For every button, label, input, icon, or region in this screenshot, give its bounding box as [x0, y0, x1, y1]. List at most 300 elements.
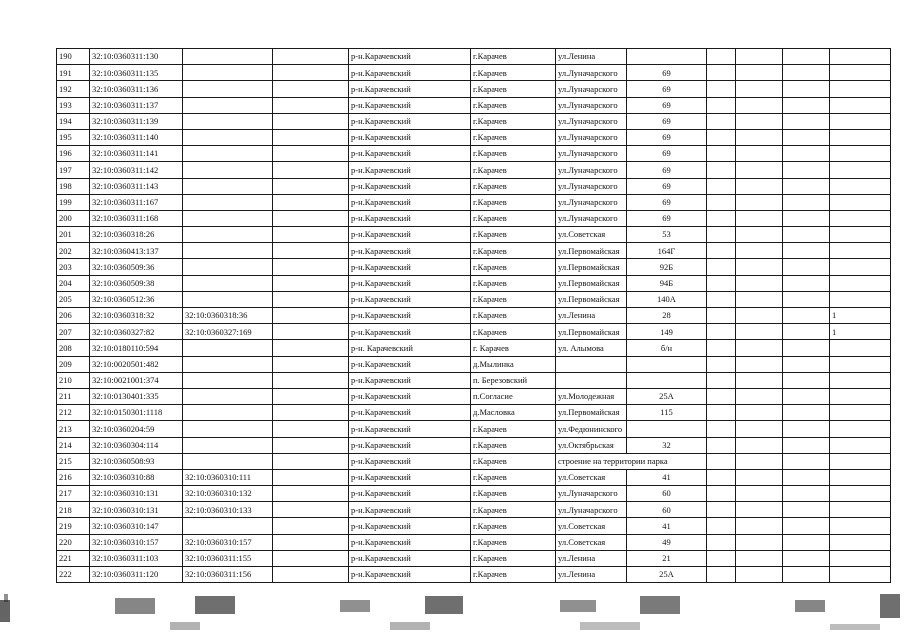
cadastral-number-cell: 32:10:0360311:141: [90, 146, 183, 162]
scan-noise-footer: [0, 580, 905, 640]
locality-cell: д.Масловка: [471, 405, 556, 421]
table-row: [57, 486, 891, 502]
mark-cell: [830, 146, 891, 162]
related-cadastral-number-cell: [183, 210, 273, 226]
empty-cell: [273, 356, 349, 372]
row-number-cell: 211: [57, 388, 90, 404]
row-number-cell: 209: [57, 356, 90, 372]
cadastral-number-cell: 32:10:0360318:32: [90, 308, 183, 324]
street-cell: ул.Луначарского: [556, 210, 627, 226]
empty-cell: [783, 372, 830, 388]
related-cadastral-number-cell: 32:10:0360310:111: [183, 469, 273, 485]
district-cell: р-н.Карачевский: [349, 146, 471, 162]
empty-cell: [783, 259, 830, 275]
locality-cell: г.Карачев: [471, 146, 556, 162]
street-cell: ул.Луначарского: [556, 129, 627, 145]
house-number-cell: 32: [627, 437, 707, 453]
row-number-cell: 219: [57, 518, 90, 534]
empty-cell: [707, 550, 736, 566]
mark-cell: [830, 291, 891, 307]
table-row: [57, 453, 891, 469]
empty-cell: [783, 162, 830, 178]
street-cell: ул.Ленина: [556, 550, 627, 566]
mark-cell: [830, 210, 891, 226]
empty-cell: [707, 49, 736, 65]
table-row: [57, 469, 891, 485]
empty-cell: [707, 453, 736, 469]
cadastral-number-cell: 32:10:0360310:147: [90, 518, 183, 534]
street-cell: ул.Луначарского: [556, 194, 627, 210]
cadastral-number-cell: 32:10:0360311:140: [90, 129, 183, 145]
locality-cell: г.Карачев: [471, 567, 556, 583]
empty-cell: [736, 178, 783, 194]
mark-cell: [830, 49, 891, 65]
cadastral-number-cell: 32:10:0360327:82: [90, 324, 183, 340]
house-number-cell: [627, 49, 707, 65]
related-cadastral-number-cell: 32:10:0360310:132: [183, 486, 273, 502]
house-number-cell: 69: [627, 210, 707, 226]
mark-cell: [830, 550, 891, 566]
related-cadastral-number-cell: 32:10:0360311:156: [183, 567, 273, 583]
cadastral-number-cell: 32:10:0360508:93: [90, 453, 183, 469]
cadastral-number-cell: 32:10:0360310:88: [90, 469, 183, 485]
empty-cell: [273, 81, 349, 97]
row-number-cell: 201: [57, 227, 90, 243]
house-number-cell: [627, 356, 707, 372]
district-cell: р-н.Карачевский: [349, 178, 471, 194]
empty-cell: [707, 162, 736, 178]
empty-cell: [707, 227, 736, 243]
locality-cell: г.Карачев: [471, 65, 556, 81]
house-number-cell: 69: [627, 65, 707, 81]
empty-cell: [707, 534, 736, 550]
cadastral-number-cell: 32:10:0360311:135: [90, 65, 183, 81]
row-number-cell: 202: [57, 243, 90, 259]
empty-cell: [707, 275, 736, 291]
empty-cell: [707, 356, 736, 372]
empty-cell: [736, 308, 783, 324]
related-cadastral-number-cell: [183, 275, 273, 291]
empty-cell: [783, 65, 830, 81]
table-row: [57, 259, 891, 275]
empty-cell: [707, 518, 736, 534]
mark-cell: [830, 81, 891, 97]
mark-cell: [830, 437, 891, 453]
related-cadastral-number-cell: [183, 81, 273, 97]
empty-cell: [736, 129, 783, 145]
empty-cell: [736, 259, 783, 275]
empty-cell: [273, 194, 349, 210]
cadastral-number-cell: 32:10:0360311:142: [90, 162, 183, 178]
locality-cell: г.Карачев: [471, 291, 556, 307]
district-cell: р-н.Карачевский: [349, 210, 471, 226]
street-cell: ул.Первомайская: [556, 275, 627, 291]
house-number-cell: [627, 421, 707, 437]
street-cell: ул.Советская: [556, 469, 627, 485]
cadastral-number-cell: 32:10:0360310:157: [90, 534, 183, 550]
district-cell: р-н.Карачевский: [349, 227, 471, 243]
mark-cell: [830, 534, 891, 550]
house-number-cell: [627, 372, 707, 388]
table-row: [57, 405, 891, 421]
empty-cell: [273, 469, 349, 485]
row-number-cell: 191: [57, 65, 90, 81]
empty-cell: [707, 502, 736, 518]
empty-cell: [783, 194, 830, 210]
cadastral-number-cell: 32:10:0360318:26: [90, 227, 183, 243]
house-number-cell: 69: [627, 113, 707, 129]
row-number-cell: 193: [57, 97, 90, 113]
row-number-cell: 213: [57, 421, 90, 437]
empty-cell: [736, 227, 783, 243]
mark-cell: 1: [830, 308, 891, 324]
related-cadastral-number-cell: [183, 146, 273, 162]
empty-cell: [783, 291, 830, 307]
street-cell: ул.Октябрьская: [556, 437, 627, 453]
empty-cell: [273, 178, 349, 194]
empty-cell: [707, 146, 736, 162]
empty-cell: [707, 486, 736, 502]
empty-cell: [736, 291, 783, 307]
table-row: [57, 178, 891, 194]
empty-cell: [273, 502, 349, 518]
empty-cell: [273, 372, 349, 388]
cadastral-number-cell: 32:10:0360512:36: [90, 291, 183, 307]
empty-cell: [273, 437, 349, 453]
row-number-cell: 206: [57, 308, 90, 324]
empty-cell: [707, 340, 736, 356]
locality-cell: г.Карачев: [471, 81, 556, 97]
cadastral-number-cell: 32:10:0360311:143: [90, 178, 183, 194]
district-cell: р-н.Карачевский: [349, 388, 471, 404]
table-row: [57, 129, 891, 145]
cadastral-number-cell: 32:10:0180110:594: [90, 340, 183, 356]
row-number-cell: 192: [57, 81, 90, 97]
related-cadastral-number-cell: [183, 388, 273, 404]
empty-cell: [273, 113, 349, 129]
table-row: [57, 550, 891, 566]
table-row: [57, 113, 891, 129]
house-number-cell: 69: [627, 194, 707, 210]
row-number-cell: 214: [57, 437, 90, 453]
house-number-cell: 49: [627, 534, 707, 550]
locality-cell: г.Карачев: [471, 129, 556, 145]
street-cell: ул.Первомайская: [556, 324, 627, 340]
empty-cell: [783, 388, 830, 404]
locality-cell: г.Карачев: [471, 534, 556, 550]
house-number-cell: 21: [627, 550, 707, 566]
empty-cell: [273, 162, 349, 178]
house-number-cell: 69: [627, 81, 707, 97]
table-row: [57, 210, 891, 226]
row-number-cell: 216: [57, 469, 90, 485]
empty-cell: [707, 388, 736, 404]
house-number-cell: 69: [627, 178, 707, 194]
related-cadastral-number-cell: [183, 227, 273, 243]
empty-cell: [736, 437, 783, 453]
street-cell: ул.Молодежная: [556, 388, 627, 404]
cadastral-number-cell: 32:10:0360204:59: [90, 421, 183, 437]
row-number-cell: 205: [57, 291, 90, 307]
empty-cell: [783, 502, 830, 518]
empty-cell: [707, 194, 736, 210]
district-cell: р-н.Карачевский: [349, 356, 471, 372]
house-number-cell: 60: [627, 502, 707, 518]
empty-cell: [273, 534, 349, 550]
empty-cell: [736, 340, 783, 356]
empty-cell: [736, 421, 783, 437]
district-cell: р-н.Карачевский: [349, 81, 471, 97]
empty-cell: [736, 550, 783, 566]
locality-cell: п.Согласие: [471, 388, 556, 404]
district-cell: р-н.Карачевский: [349, 49, 471, 65]
locality-cell: г.Карачев: [471, 49, 556, 65]
row-number-cell: 198: [57, 178, 90, 194]
empty-cell: [707, 291, 736, 307]
table-row: [57, 356, 891, 372]
table-row: [57, 308, 891, 324]
empty-cell: [783, 113, 830, 129]
mark-cell: [830, 129, 891, 145]
locality-cell: г.Карачев: [471, 275, 556, 291]
table-body: [57, 49, 891, 583]
empty-cell: [273, 227, 349, 243]
empty-cell: [273, 243, 349, 259]
table-row: [57, 194, 891, 210]
empty-cell: [273, 388, 349, 404]
locality-cell: п. Березовский: [471, 372, 556, 388]
street-cell: ул.Луначарского: [556, 162, 627, 178]
cadastral-number-cell: 32:10:0360311:136: [90, 81, 183, 97]
empty-cell: [783, 308, 830, 324]
mark-cell: [830, 113, 891, 129]
empty-cell: [707, 308, 736, 324]
house-number-cell: 41: [627, 469, 707, 485]
locality-cell: г.Карачев: [471, 324, 556, 340]
empty-cell: [736, 469, 783, 485]
mark-cell: [830, 259, 891, 275]
empty-cell: [783, 534, 830, 550]
mark-cell: [830, 275, 891, 291]
street-cell: ул.Луначарского: [556, 178, 627, 194]
district-cell: р-н.Карачевский: [349, 275, 471, 291]
empty-cell: [273, 146, 349, 162]
table-row: [57, 65, 891, 81]
mark-cell: [830, 486, 891, 502]
street-cell: ул.Луначарского: [556, 81, 627, 97]
house-number-cell: 60: [627, 486, 707, 502]
table-row: [57, 534, 891, 550]
locality-cell: г.Карачев: [471, 243, 556, 259]
empty-cell: [736, 372, 783, 388]
cadastral-number-cell: 32:10:0360509:36: [90, 259, 183, 275]
empty-cell: [736, 210, 783, 226]
mark-cell: [830, 178, 891, 194]
cadastral-number-cell: 32:10:0360311:137: [90, 97, 183, 113]
row-number-cell: 195: [57, 129, 90, 145]
empty-cell: [707, 178, 736, 194]
empty-cell: [273, 486, 349, 502]
related-cadastral-number-cell: [183, 340, 273, 356]
empty-cell: [273, 210, 349, 226]
house-number-cell: 69: [627, 129, 707, 145]
cadastral-number-cell: 32:10:0360311:120: [90, 567, 183, 583]
cadastral-number-cell: 32:10:0360413:137: [90, 243, 183, 259]
mark-cell: [830, 356, 891, 372]
table-row: [57, 324, 891, 340]
cadastral-number-cell: 32:10:0360310:131: [90, 502, 183, 518]
empty-cell: [736, 502, 783, 518]
district-cell: р-н.Карачевский: [349, 567, 471, 583]
district-cell: р-н.Карачевский: [349, 550, 471, 566]
empty-cell: [736, 405, 783, 421]
street-cell: ул.Луначарского: [556, 486, 627, 502]
empty-cell: [736, 146, 783, 162]
street-cell: ул.Федюнинского: [556, 421, 627, 437]
district-cell: р-н.Карачевский: [349, 243, 471, 259]
empty-cell: [707, 405, 736, 421]
mark-cell: [830, 243, 891, 259]
locality-cell: г.Карачев: [471, 502, 556, 518]
empty-cell: [273, 308, 349, 324]
empty-cell: [783, 210, 830, 226]
empty-cell: [736, 81, 783, 97]
empty-cell: [736, 453, 783, 469]
empty-cell: [783, 405, 830, 421]
empty-cell: [783, 437, 830, 453]
mark-cell: [830, 388, 891, 404]
house-number-cell: 140А: [627, 291, 707, 307]
related-cadastral-number-cell: [183, 518, 273, 534]
row-number-cell: 207: [57, 324, 90, 340]
empty-cell: [783, 275, 830, 291]
street-cell: ул.Ленина: [556, 567, 627, 583]
empty-cell: [783, 421, 830, 437]
empty-cell: [707, 129, 736, 145]
related-cadastral-number-cell: 32:10:0360310:157: [183, 534, 273, 550]
row-number-cell: 215: [57, 453, 90, 469]
street-cell: ул.Первомайская: [556, 291, 627, 307]
row-number-cell: 222: [57, 567, 90, 583]
row-number-cell: 218: [57, 502, 90, 518]
district-cell: р-н.Карачевский: [349, 162, 471, 178]
empty-cell: [707, 259, 736, 275]
table-row: [57, 437, 891, 453]
mark-cell: [830, 421, 891, 437]
cadastral-number-cell: 32:10:0360310:131: [90, 486, 183, 502]
cadastral-number-cell: 32:10:0360311:139: [90, 113, 183, 129]
related-cadastral-number-cell: [183, 437, 273, 453]
locality-cell: г.Карачев: [471, 518, 556, 534]
empty-cell: [707, 324, 736, 340]
street-cell: строение на территории парка: [556, 453, 707, 469]
related-cadastral-number-cell: [183, 129, 273, 145]
street-cell: ул.Советская: [556, 227, 627, 243]
related-cadastral-number-cell: [183, 97, 273, 113]
empty-cell: [273, 97, 349, 113]
empty-cell: [273, 259, 349, 275]
district-cell: р-н.Карачевский: [349, 324, 471, 340]
related-cadastral-number-cell: 32:10:0360311:155: [183, 550, 273, 566]
locality-cell: г.Карачев: [471, 162, 556, 178]
district-cell: р-н.Карачевский: [349, 469, 471, 485]
empty-cell: [736, 534, 783, 550]
table-row: [57, 97, 891, 113]
empty-cell: [783, 81, 830, 97]
empty-cell: [707, 421, 736, 437]
empty-cell: [707, 113, 736, 129]
district-cell: р-н.Карачевский: [349, 308, 471, 324]
empty-cell: [736, 324, 783, 340]
table-row: [57, 49, 891, 65]
empty-cell: [273, 340, 349, 356]
related-cadastral-number-cell: [183, 259, 273, 275]
related-cadastral-number-cell: [183, 372, 273, 388]
street-cell: [556, 372, 627, 388]
empty-cell: [736, 97, 783, 113]
district-cell: р-н.Карачевский: [349, 372, 471, 388]
cadastral-number-cell: 32:10:0360304:114: [90, 437, 183, 453]
house-number-cell: 92Б: [627, 259, 707, 275]
empty-cell: [783, 340, 830, 356]
street-cell: [556, 356, 627, 372]
district-cell: р-н.Карачевский: [349, 194, 471, 210]
row-number-cell: 199: [57, 194, 90, 210]
table-row: [57, 275, 891, 291]
table-row: [57, 372, 891, 388]
district-cell: р-н.Карачевский: [349, 113, 471, 129]
house-number-cell: 149: [627, 324, 707, 340]
related-cadastral-number-cell: [183, 178, 273, 194]
table-row: [57, 291, 891, 307]
street-cell: ул.Луначарского: [556, 146, 627, 162]
street-cell: ул. Алымова: [556, 340, 627, 356]
district-cell: р-н.Карачевский: [349, 291, 471, 307]
locality-cell: г.Карачев: [471, 421, 556, 437]
empty-cell: [783, 243, 830, 259]
mark-cell: [830, 405, 891, 421]
empty-cell: [783, 324, 830, 340]
empty-cell: [736, 486, 783, 502]
empty-cell: [273, 518, 349, 534]
house-number-cell: 115: [627, 405, 707, 421]
locality-cell: г.Карачев: [471, 194, 556, 210]
locality-cell: г.Карачев: [471, 210, 556, 226]
locality-cell: г.Карачев: [471, 227, 556, 243]
row-number-cell: 208: [57, 340, 90, 356]
table-row: [57, 388, 891, 404]
empty-cell: [736, 275, 783, 291]
house-number-cell: 164Г: [627, 243, 707, 259]
street-cell: ул.Советская: [556, 534, 627, 550]
empty-cell: [273, 324, 349, 340]
empty-cell: [783, 227, 830, 243]
empty-cell: [736, 518, 783, 534]
empty-cell: [273, 129, 349, 145]
cadastral-number-cell: 32:10:0021001:374: [90, 372, 183, 388]
house-number-cell: 69: [627, 97, 707, 113]
street-cell: ул.Первомайская: [556, 405, 627, 421]
related-cadastral-number-cell: [183, 453, 273, 469]
related-cadastral-number-cell: 32:10:0360310:133: [183, 502, 273, 518]
table-row: [57, 146, 891, 162]
cadastral-number-cell: 32:10:0130401:335: [90, 388, 183, 404]
district-cell: р-н.Карачевский: [349, 518, 471, 534]
empty-cell: [736, 162, 783, 178]
empty-cell: [273, 453, 349, 469]
empty-cell: [736, 243, 783, 259]
mark-cell: [830, 97, 891, 113]
